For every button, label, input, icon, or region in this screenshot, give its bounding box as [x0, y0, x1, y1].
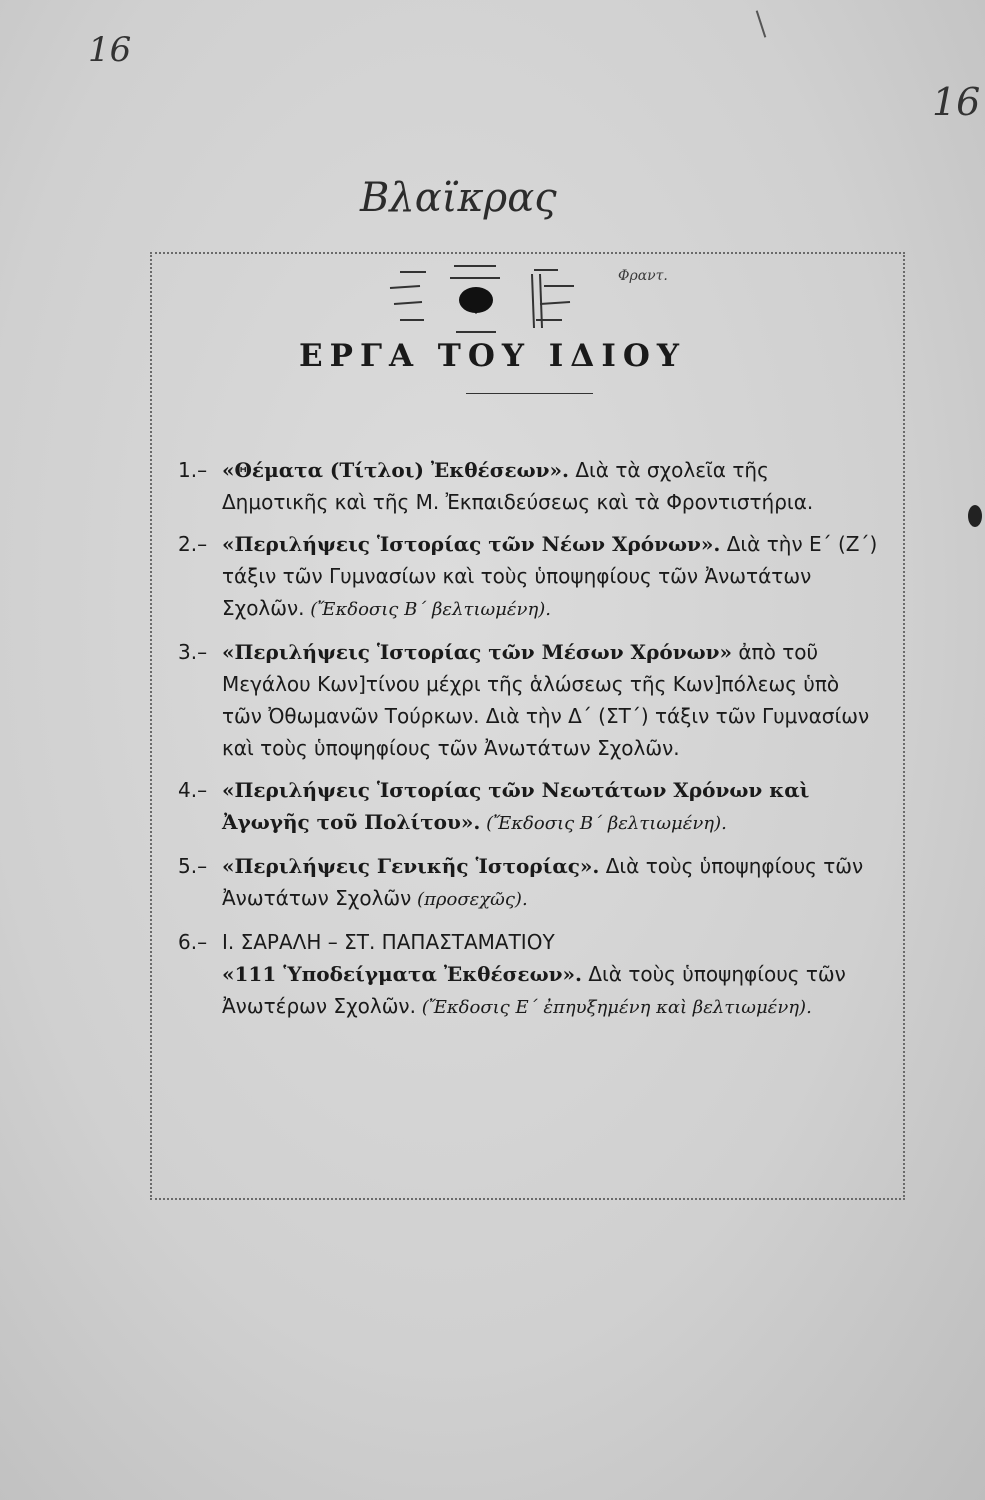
- work-description: ἀπὸ τοῦ Μεγάλου Κων]τίνου μέχρι τῆς ἁλώσεως τῆς Κων]πόλεως ὑπὸ τῶν Ὀθωμανῶν Τούρκων. Διὰ τὴν Δ΄ (ΣΤ΄) τάξιν τῶν Γυμνασίων καὶ τοὺς ὑποψηφίους τῶν Ἀνωτάτων Σχολῶν.: [222, 640, 870, 760]
- list-item: [178, 454, 878, 518]
- work-authors: Ι. ΣΑΡΑΛΗ – ΣΤ. ΠΑΠΑΣΤΑΜΑΤΙΟΥ: [222, 930, 555, 954]
- work-title: «Περιλήψεις Ἱστορίας τῶν Νεωτάτων Χρόνων καὶ Ἀγωγῆς τοῦ Πολίτου».: [222, 778, 810, 834]
- edition-note: (Ἔκδοσις Β΄ βελτιωμένη).: [480, 813, 727, 834]
- pencil-mark: [756, 10, 767, 37]
- works-list: [178, 454, 878, 1034]
- ornament-icon: [378, 262, 588, 342]
- page-number-left: 16: [88, 30, 132, 70]
- item-number: 2.–: [178, 532, 208, 556]
- binding-hole: [968, 505, 982, 527]
- handwritten-signature: Βλαϊκρας: [360, 175, 557, 221]
- item-number: 6.–: [178, 930, 208, 954]
- work-description: Διὰ τοὺς ὑποψηφίους τῶν Ἀνωτάτων Σχολῶν: [222, 854, 864, 910]
- item-number: 5.–: [178, 854, 208, 878]
- edition-note: (Ἔκδοσις Ε΄ ἐπηυξημένη καὶ βελτιωμένη).: [415, 997, 812, 1018]
- page-number-right: 16: [932, 80, 981, 124]
- work-description: Διὰ τοὺς ὑποψηφίους τῶν Ἀνωτέρων Σχολῶν.: [222, 962, 846, 1018]
- status-note: (προσεχῶς).: [411, 889, 528, 910]
- work-title: «Θέματα (Τίτλοι) Ἐκθέσεων».: [222, 458, 569, 482]
- work-description: Διὰ τὴν Ε΄ (Ζ΄) τάξιν τῶν Γυμνασίων καὶ τοὺς ὑποψηφίους τῶν Ἀνωτάτων Σχολῶν.: [222, 532, 878, 620]
- list-item: [178, 926, 878, 1024]
- title-underline: [466, 393, 593, 394]
- list-item: [178, 636, 878, 764]
- item-number: 4.–: [178, 778, 208, 802]
- handwritten-note: Φραντ.: [618, 268, 668, 284]
- work-title: «Περιλήψεις Γενικῆς Ἱστορίας».: [222, 854, 600, 878]
- work-description: Διὰ τὰ σχολεῖα τῆς Δημοτικῆς καὶ τῆς Μ. Ἐκπαιδεύσεως καὶ τὰ Φροντιστήρια.: [222, 458, 814, 514]
- edition-note: (Ἔκδοσις Β΄ βελτιωμένη).: [304, 599, 552, 620]
- item-number: 3.–: [178, 640, 208, 664]
- page-title: ΕΡΓΑ ΤΟΥ ΙΔΙΟΥ: [299, 338, 686, 374]
- list-item: [178, 528, 878, 626]
- work-title: «Περιλήψεις Ἱστορίας τῶν Νέων Χρόνων».: [222, 532, 721, 556]
- work-title: «111 Ὑποδείγματα Ἐκθέσεων».: [222, 962, 582, 986]
- list-item: [178, 850, 878, 916]
- item-number: 1.–: [178, 458, 208, 482]
- list-item: [178, 774, 878, 840]
- work-title: «Περιλήψεις Ἱστορίας τῶν Μέσων Χρόνων»: [222, 640, 733, 664]
